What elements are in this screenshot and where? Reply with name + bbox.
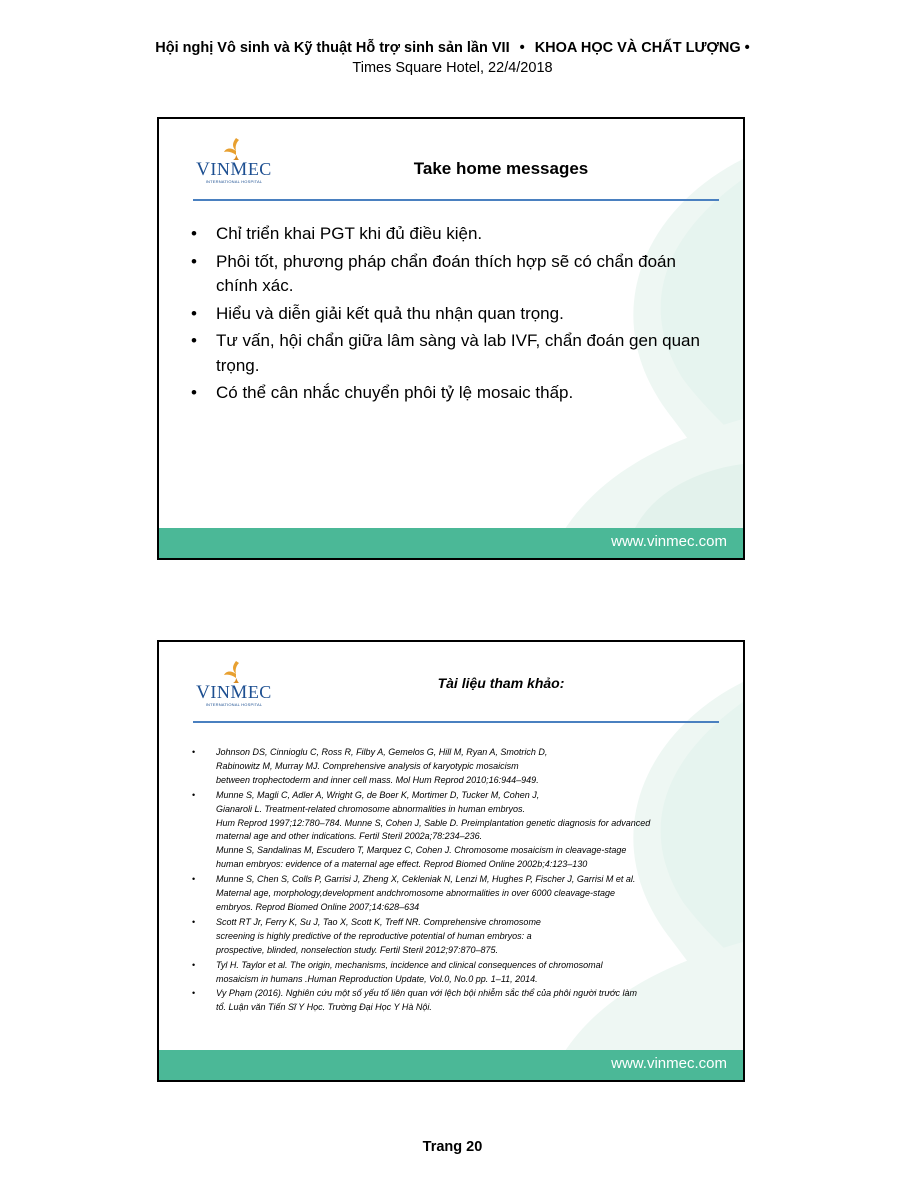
title-divider — [193, 199, 719, 201]
slide-title: Take home messages — [413, 159, 589, 178]
vinmec-logo — [193, 137, 275, 185]
conference-name: Hội nghị Vô sinh và Kỹ thuật Hỗ trợ sinh sản lần VII — [155, 40, 510, 56]
list-item: • Có thể cân nhắc chuyển phôi tỷ lệ mosaic thấp. — [191, 381, 711, 406]
slide-references — [157, 640, 745, 1082]
reference-item: • Scott RT Jr, Ferry K, Su J, Tao X, Scott K, Treff NR. Comprehensive chromosome screening is highly predictive of the reproductive potential of human embryos: a prospective, blinded, nonselection study. Fertil Steril 2012;97:870–875. — [187, 916, 719, 958]
slide-footer — [159, 528, 743, 558]
logo-subtitle: INTERNATIONAL HOSPITAL — [205, 179, 263, 184]
page-header — [0, 38, 905, 78]
vinmec-logo — [193, 660, 275, 708]
logo-wordmark: VINMEC — [196, 682, 272, 703]
website-url: www.vinmec.com — [611, 1055, 727, 1072]
conference-title — [0, 38, 905, 58]
website-url: www.vinmec.com — [611, 533, 727, 550]
list-item: • Phôi tốt, phương pháp chẩn đoán thích hợp sẽ có chẩn đoán chính xác. — [191, 250, 711, 299]
reference-item: • Munne S, Chen S, Colls P, Garrisi J, Zheng X, Cekleniak N, Lenzi M, Hughes P, Fischer J, Garrisi M et al. Maternal age, morphology,development andchromosome abnormalities in over 6000 cleavage-stage embryos. Reprod Biomed Online 2007;14:628–634 — [187, 873, 719, 915]
slide-footer — [159, 1050, 743, 1080]
list-item: • Tư vấn, hội chẩn giữa lâm sàng và lab IVF, chẩn đoán gen quan trọng. — [191, 329, 711, 378]
conference-theme: KHOA HỌC VÀ CHẤT LƯỢNG • — [534, 40, 750, 56]
reference-item: • Tyl H. Taylor et al. The origin, mechanisms, incidence and clinical consequences of chromosomal mosaicism in humans .Human Reproduction Update, Vol.0, No.0 pp. 1–11, 2014. — [187, 959, 719, 987]
logo-subtitle: INTERNATIONAL HOSPITAL — [205, 702, 263, 707]
title-divider — [193, 721, 719, 723]
slide-title: Tài liệu tham khảo: — [437, 675, 565, 691]
list-item: • Chỉ triển khai PGT khi đủ điều kiện. — [191, 222, 711, 247]
page-number: Trang 20 — [422, 1139, 483, 1155]
logo-wordmark: VINMEC — [196, 159, 272, 180]
take-home-list — [191, 222, 711, 409]
bird-icon — [223, 137, 249, 161]
reference-item: • Johnson DS, Cinnioglu C, Ross R, Filby A, Gemelos G, Hill M, Ryan A, Smotrich D, Rabinowitz M, Murray MJ. Comprehensive analysis of karyotypic mosaicism between trophectoderm and inner cell mass. Mol Hum Reprod 2010;16:944–949. — [187, 746, 719, 788]
conference-venue: Times Square Hotel, 22/4/2018 — [352, 60, 553, 76]
reference-list — [187, 746, 719, 1016]
bird-icon — [223, 660, 249, 684]
reference-item: • Vy Phạm (2016). Nghiên cứu một số yếu tố liên quan với lệch bội nhiễm sắc thể của phôi người trước làm tổ. Luận văn Tiến Sĩ Y Học. Trường Đại Học Y Hà Nội. — [187, 987, 719, 1015]
header-separator: • — [519, 40, 525, 56]
slide-take-home — [157, 117, 745, 560]
list-item: • Hiểu và diễn giải kết quả thu nhận quan trọng. — [191, 302, 711, 327]
reference-item: • Munne S, Magli C, Adler A, Wright G, de Boer K, Mortimer D, Tucker M, Cohen J, Gianaroli L. Treatment-related chromosome abnormalities in human embryos. Hum Reprod 1997;12:780–784. Munne S, Cohen J, Sable D. Preimplantation genetic diagnosis for advanced maternal age and other indications. Fertil Steril 2002a;78:234–236. Munne S, Sandalinas M, Escudero T, Marquez C, Cohen J. Chromosome mosaicism in cleavage-stage human embryos: evidence of a maternal age effect. Reprod Biomed Online 2002b;4:123–130 — [187, 789, 719, 872]
